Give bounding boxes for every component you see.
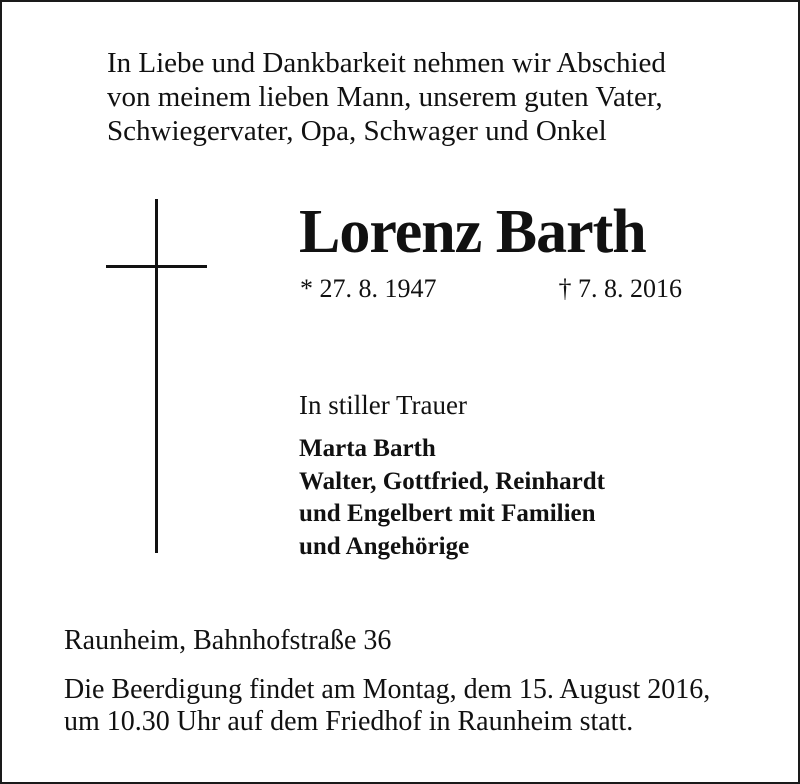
birth-date: * 27. 8. 1947: [300, 274, 437, 303]
survivor-line: und Angehörige: [299, 532, 470, 560]
survivor-line: Marta Barth: [299, 435, 436, 462]
intro-line: In Liebe und Dankbarkeit nehmen wir Abschied: [107, 47, 666, 79]
deceased-name: Lorenz Barth: [299, 198, 646, 266]
funeral-line: um 10.30 Uhr auf dem Friedhof in Raunheim statt.: [64, 706, 634, 737]
intro-line: Schwiegervater, Opa, Schwager und Onkel: [107, 115, 607, 147]
survivor-line: und Engelbert mit Familien: [299, 500, 596, 527]
intro-line: von meinem lieben Mann, unserem guten Vater,: [107, 81, 663, 113]
funeral-line: Die Beerdigung findet am Montag, dem 15. August 2016,: [64, 674, 711, 705]
death-date: † 7. 8. 2016: [558, 274, 682, 303]
survivor-line: Walter, Gottfried, Reinhardt: [299, 467, 605, 495]
cross-horizontal-bar: [106, 265, 207, 268]
address: Raunheim, Bahnhofstraße 36: [64, 625, 392, 656]
mourning-heading: In stiller Trauer: [299, 390, 467, 420]
survivors-list: [299, 433, 605, 563]
intro-text: [107, 46, 747, 148]
cross-vertical-bar: [155, 199, 158, 553]
funeral-info: [64, 674, 710, 738]
